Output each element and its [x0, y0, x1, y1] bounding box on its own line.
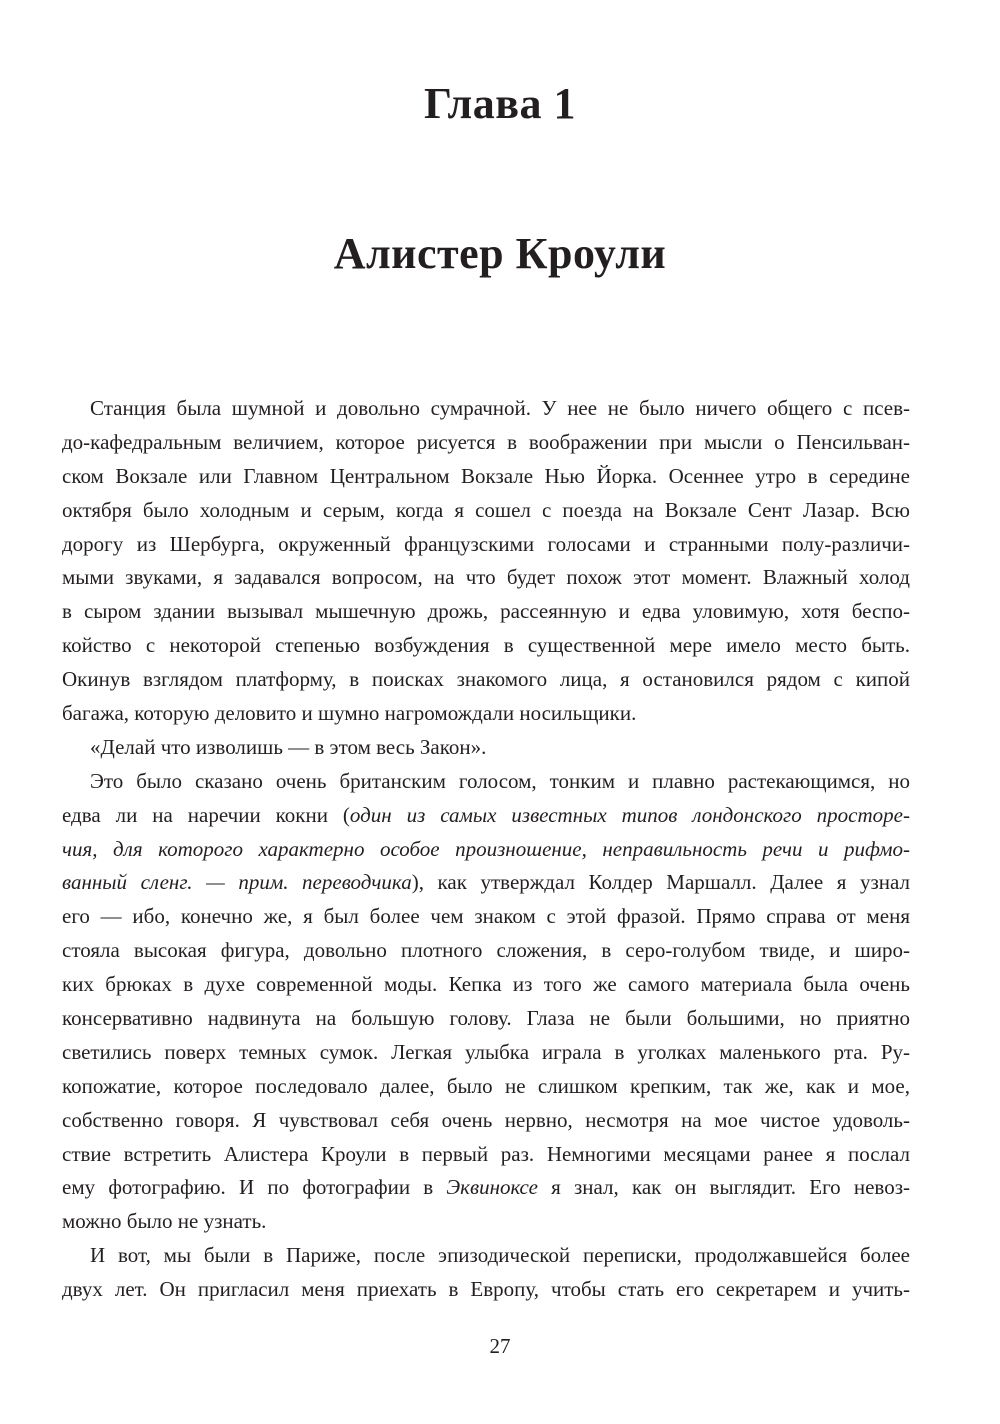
text-segment: собственно говоря. Я чувствовал себя очень нервно, несмотря на мое чистое удоволь-	[62, 1107, 910, 1132]
text-segment: копожатие, которое последовало далее, было не слишком крепким, так же, как и мое,	[62, 1073, 910, 1098]
text-segment: его — ибо, конечно же, я был более чем знаком с этой фразой. Прямо справа от меня	[62, 904, 910, 929]
text-line	[62, 1273, 910, 1307]
italic-text: ванный сленг. — прим. переводчика	[62, 870, 412, 895]
text-line	[62, 799, 910, 833]
text-segment: ствие встретить Алистера Кроули в первый раз. Немногими месяцами ранее я послал	[62, 1141, 910, 1166]
paragraph	[62, 731, 910, 765]
text-segment: Это было сказано очень британским голосом, тонким и плавно растекающимся, но	[90, 768, 910, 793]
text-segment: я знал, как он выглядит. Его невоз-	[537, 1175, 910, 1200]
text-segment: ), как утверждал Колдер Маршалл. Далее я узнал	[411, 870, 911, 895]
text-line	[62, 1070, 910, 1104]
text-segment: Станция была шумной и довольно сумрачной. У нее не было ничего общего с псев-	[90, 396, 910, 420]
body-text	[62, 392, 910, 1307]
text-line	[62, 1104, 910, 1138]
chapter-title: Алистер Кроули	[333, 229, 667, 278]
text-segment: дорогу из Шербурга, окруженный французскими голосами и странными полу-различи-	[62, 531, 910, 556]
text-line	[62, 1002, 910, 1036]
text-line	[62, 629, 910, 663]
text-line	[62, 934, 910, 968]
text-segment: можно было не узнать.	[62, 1209, 267, 1234]
text-segment: И вот, мы были в Париже, после эпизодической переписки, продолжавшейся более	[90, 1243, 910, 1268]
italic-text: один из самых известных типов лондонского просторе-	[349, 802, 910, 827]
text-line	[62, 968, 910, 1002]
text-line	[62, 1171, 910, 1205]
text-line	[62, 494, 910, 528]
text-segment: светились поверх темных сумок. Легкая улыбка играла в уголках маленького рта. Ру-	[62, 1039, 910, 1064]
text-segment: двух лет. Он пригласил меня приехать в Европу, чтобы стать его секретарем и учить-	[62, 1277, 910, 1302]
text-line	[62, 697, 910, 731]
text-segment: октября было холодным и серым, когда я сошел с поезда на Вокзале Сент Лазар. Всю	[62, 497, 910, 522]
paragraph	[62, 1239, 910, 1307]
text-line	[62, 1138, 910, 1172]
text-segment: в сыром здании вызывал мышечную дрожь, рассеянную и едва уловимую, хотя беспо-	[62, 599, 910, 624]
paragraph	[62, 765, 910, 1239]
text-line	[62, 731, 910, 765]
text-segment: мыми звуками, я задавался вопросом, на что будет похож этот момент. Влажный холод	[62, 565, 910, 590]
text-segment: багажа, которую деловито и шумно нагромождали носильщики.	[62, 701, 637, 726]
text-line	[62, 1205, 910, 1239]
text-segment: консервативно надвинута на большую голову. Глаза не были большими, но приятно	[62, 1006, 910, 1031]
text-segment: едва ли на наречии кокни (	[62, 802, 350, 827]
text-line	[62, 866, 910, 900]
text-segment: до-кафедральным величием, которое рисуется в воображении при мысли о Пенсильван-	[62, 429, 910, 454]
text-line	[62, 528, 910, 562]
text-segment: ких брюках в духе современной моды. Кепка из того же самого материала была очень	[62, 972, 910, 997]
text-segment: ском Вокзале или Главном Центральном Вокзале Нью Йорка. Осеннее утро в середине	[62, 463, 910, 488]
text-line	[62, 460, 910, 494]
text-line	[62, 595, 910, 629]
text-segment: койство с некоторой степенью возбуждения в существенной мере имело место быть.	[62, 633, 910, 658]
text-segment: Окинув взглядом платформу, в поисках знакомого лица, я остановился рядом с кипой	[62, 667, 910, 692]
chapter-number: Глава 1	[424, 79, 576, 128]
text-line	[62, 663, 910, 697]
paragraph	[62, 392, 910, 731]
text-line	[62, 765, 910, 799]
text-line	[62, 561, 910, 595]
page-number: 27	[489, 1334, 511, 1358]
italic-text: Эквиноксе	[446, 1175, 538, 1200]
text-line	[62, 426, 910, 460]
text-line	[62, 900, 910, 934]
italic-text: чия, для которого характерно особое произношение, неправильность речи и рифмо-	[62, 836, 910, 861]
text-line	[62, 1036, 910, 1070]
text-line	[62, 1239, 910, 1273]
text-segment: стояла высокая фигура, довольно плотного сложения, в серо-голубом твиде, и широ-	[62, 938, 910, 963]
text-segment: ему фотографию. И по фотографии в	[62, 1175, 447, 1200]
text-segment: «Делай что изволишь — в этом весь Закон».	[90, 734, 487, 759]
text-line	[62, 392, 910, 426]
text-line	[62, 833, 910, 867]
